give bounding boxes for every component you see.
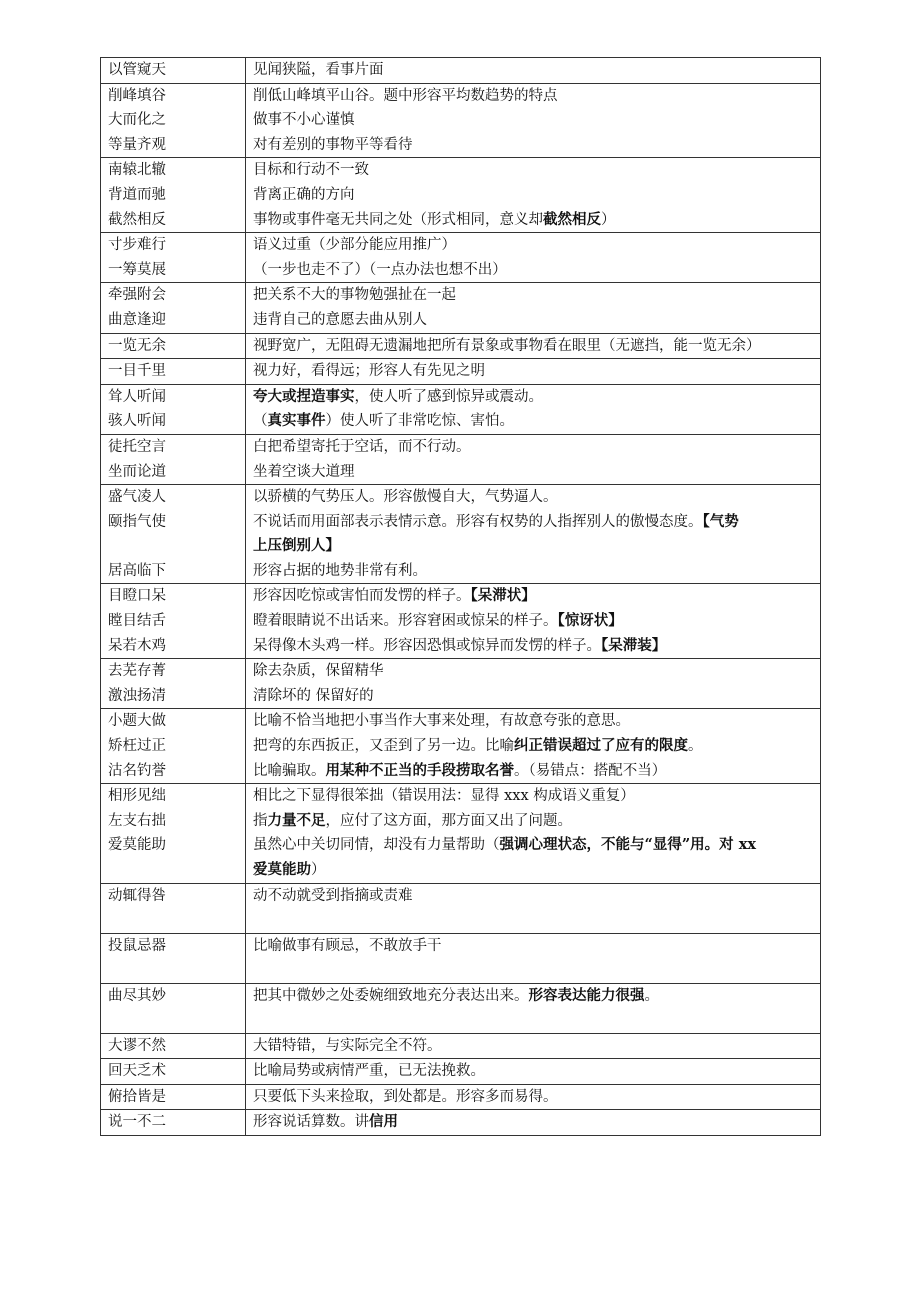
definition-line [253, 584, 813, 609]
idiom-term-cell [101, 709, 246, 784]
definition-line [253, 485, 813, 510]
definition-line [253, 510, 813, 535]
idiom-term: 去芜存菁 [108, 663, 166, 680]
idiom-definition-cell [246, 784, 821, 883]
idiom-term-cell [101, 434, 246, 484]
definition-line [253, 684, 813, 709]
idiom-term-cell [101, 1110, 246, 1136]
idiom-definition-cell [246, 83, 821, 158]
idiom-term: 居高临下 [108, 562, 166, 579]
definition-text: ，使人听了感到惊异或震动。 [354, 388, 543, 405]
definition-line [253, 108, 813, 133]
definition-line [253, 659, 813, 684]
idiom-row [101, 883, 821, 933]
idiom-term: 沽名钓誉 [108, 762, 166, 779]
idiom-term: 背道而驰 [108, 186, 166, 203]
definition-text: 把其中微妙之处委婉细致地充分表达出来。 [253, 987, 529, 1004]
definition-line [253, 460, 813, 485]
idiom-term: 削峰填谷 [108, 87, 166, 104]
idiom-term-cell [101, 1059, 246, 1085]
idiom-row [101, 1033, 821, 1059]
emphasis-text: 【呆滞状】 [470, 587, 536, 605]
idiom-term: 曲尽其妙 [108, 987, 166, 1004]
idiom-definition-cell [246, 434, 821, 484]
definition-line [253, 435, 813, 460]
idiom-term: 目瞪口呆 [108, 588, 166, 605]
definition-text: 把关系不大的事物勉强扯在一起 [253, 287, 456, 304]
definition-text: 。（易错点：搭配不当） [514, 762, 667, 779]
idiom-term: 颐指气使 [108, 513, 166, 530]
definition-text: 做事不小心谨慎 [253, 112, 355, 129]
emphasis-text: 真实事件 [267, 412, 326, 430]
definition-text: 比喻骗取。 [253, 762, 326, 779]
definition-text: 动不动就受到指摘或责难 [253, 887, 413, 904]
emphasis-text: 【气势 [702, 512, 739, 530]
definition-line [253, 734, 813, 759]
emphasis-text: 形容表达能力很强 [528, 986, 645, 1004]
definition-line [253, 534, 813, 559]
idiom-definition-cell [246, 709, 821, 784]
definition-line [253, 934, 813, 959]
definition-line [253, 809, 813, 834]
idiom-row [101, 1059, 821, 1085]
idiom-term: 骇人听闻 [108, 413, 166, 430]
definition-line [253, 858, 813, 883]
idiom-row [101, 659, 821, 709]
idiom-term: 等量齐观 [108, 136, 166, 153]
idiom-term [108, 534, 238, 559]
definition-text: 视力好，看得远；形容人有先见之明 [253, 363, 485, 380]
emphasis-text: 用某种不正当的手段捞取名誉 [325, 761, 514, 779]
definition-line [253, 208, 813, 233]
definition-line [253, 84, 813, 109]
definition-text: 事物或事件毫无共同之处（形式相同，意义却 [253, 211, 543, 228]
idiom-term: 南辕北辙 [108, 162, 166, 179]
idiom-term-cell [101, 883, 246, 933]
idiom-term: 以管窥天 [108, 62, 166, 78]
definition-line [253, 559, 813, 584]
idiom-term: 呆若木鸡 [108, 637, 166, 654]
idiom-term [108, 858, 238, 883]
idiom-term: 动辄得咎 [108, 887, 166, 904]
idiom-term: 回天乏术 [108, 1063, 166, 1080]
emphasis-text: 夸大或捏造事实 [253, 387, 355, 405]
definition-text: 不说话而用面部表示表情示意。形容有权势的人指挥别人的傲慢态度。 [253, 513, 703, 530]
idiom-term-cell [101, 384, 246, 434]
idiom-definition-cell [246, 485, 821, 584]
definition-text: 除去杂质，保留精华 [253, 663, 384, 680]
definition-text: 坐着空谈大道理 [253, 463, 355, 480]
idiom-row [101, 233, 821, 283]
emphasis-text: 【呆滞装】 [601, 636, 667, 654]
definition-text: 以骄横的气势压人。形容傲慢自大，气势逼人。 [253, 489, 558, 506]
idiom-term: 盛气凌人 [108, 489, 166, 506]
idiom-definition-cell [246, 58, 821, 84]
definition-text: 目标和行动不一致 [253, 162, 369, 179]
idiom-term: 激浊扬清 [108, 687, 166, 704]
definition-text: 背离正确的方向 [253, 186, 355, 203]
idiom-term: 相形见绌 [108, 788, 166, 805]
definition-text: 大错特错，与实际完全不符。 [253, 1037, 442, 1054]
idiom-definition-cell [246, 158, 821, 233]
definition-line [253, 709, 813, 734]
idiom-term-cell [101, 158, 246, 233]
definition-text: 把弯的东西扳正，又歪到了另一边。比喻 [253, 738, 514, 755]
idiom-definition-cell [246, 359, 821, 385]
idiom-row [101, 283, 821, 333]
idiom-term: 牵强附会 [108, 287, 166, 304]
emphasis-text: 截然相反 [543, 210, 601, 228]
idiom-row [101, 709, 821, 784]
idiom-row [101, 1084, 821, 1110]
idiom-definition-cell [246, 1110, 821, 1136]
idiom-row [101, 933, 821, 983]
idiom-term-cell [101, 485, 246, 584]
definition-text: ，应付了这方面，那方面又出了问题。 [325, 812, 572, 829]
definition-text: 比喻不恰当地把小事当作大事来处理，有故意夸张的意思。 [253, 713, 630, 730]
definition-text: 比喻做事有顾忌，不敢放手干 [253, 937, 442, 954]
definition-line [253, 784, 813, 809]
idiom-term: 曲意逢迎 [108, 311, 166, 328]
idiom-table-body [101, 58, 821, 1136]
definition-text: 白把希望寄托于空话，而不行动。 [253, 438, 471, 455]
idiom-definition-cell [246, 384, 821, 434]
idiom-term: 徒托空言 [108, 438, 166, 455]
idiom-term-cell [101, 233, 246, 283]
definition-text: 只要低下头来捡取，到处都是。形容多而易得。 [253, 1088, 558, 1105]
definition-text: 语义过重（少部分能应用推广） [253, 237, 456, 254]
idiom-term-cell [101, 659, 246, 709]
definition-line [253, 1059, 813, 1084]
definition-text: 清除坏的 保留好的 [253, 687, 374, 704]
idiom-row [101, 83, 821, 158]
idiom-term: 寸步难行 [108, 237, 166, 254]
emphasis-text: 力量不足 [267, 811, 326, 829]
definition-line [253, 634, 813, 659]
idiom-term-cell [101, 1084, 246, 1110]
idiom-row [101, 1110, 821, 1136]
idiom-term: 投鼠忌器 [108, 937, 166, 954]
definition-text: 形容占据的地势非常有利。 [253, 562, 427, 579]
idiom-term: 说一不二 [108, 1114, 166, 1131]
definition-line [253, 884, 813, 909]
definition-text: 形容说话算数。讲 [253, 1114, 369, 1131]
idiom-definition-cell [246, 883, 821, 933]
definition-line [253, 409, 813, 434]
emphasis-text: 爱莫能助 [253, 861, 311, 878]
idiom-definition-cell [246, 1033, 821, 1059]
idiom-table [100, 57, 821, 1136]
idiom-definition-cell [246, 333, 821, 359]
definition-line [253, 334, 813, 359]
emphasis-text: 信用 [369, 1113, 398, 1131]
idiom-definition-cell [246, 933, 821, 983]
idiom-term: 一筹莫展 [108, 261, 166, 278]
definition-text: 视野宽广，无阻碍无遗漏地把所有景象或事物看在眼里（无遮挡，能一览无余） [253, 337, 761, 354]
definition-line [253, 308, 813, 333]
idiom-term: 耸人听闻 [108, 388, 166, 405]
idiom-definition-cell [246, 233, 821, 283]
definition-text: 。 [688, 738, 703, 755]
idiom-term: 矫枉过正 [108, 738, 166, 755]
definition-text: （ [253, 413, 268, 430]
definition-text: ） [601, 211, 616, 228]
definition-text: 瞪着眼睛说不出话来。形容窘困或惊呆的样子。 [253, 613, 558, 630]
definition-text: 呆得像木头鸡一样。形容因恐惧或惊异而发愣的样子。 [253, 637, 601, 654]
definition-line [253, 609, 813, 634]
definition-text: 。 [644, 987, 659, 1004]
idiom-term-cell [101, 58, 246, 84]
idiom-term-cell [101, 584, 246, 659]
idiom-term: 大谬不然 [108, 1037, 166, 1054]
idiom-term: 一目千里 [108, 363, 166, 380]
definition-text: 对有差别的事物平等看待 [253, 136, 413, 153]
definition-text: 形容因吃惊或害怕而发愣的样子。 [253, 588, 471, 605]
definition-line [253, 984, 813, 1009]
definition-text: ）使人听了非常吃惊、害怕。 [325, 413, 514, 430]
idiom-term-cell [101, 283, 246, 333]
definition-text: （一步也走不了）（一点办法也想不出） [253, 261, 507, 278]
definition-text: 见闻狭隘，看事片面 [253, 62, 384, 78]
definition-line [253, 183, 813, 208]
definition-line [253, 133, 813, 158]
idiom-definition-cell [246, 983, 821, 1033]
idiom-term: 坐而论道 [108, 463, 166, 480]
idiom-term-cell [101, 983, 246, 1033]
definition-text: 比喻局势或病情严重，已无法挽救。 [253, 1063, 485, 1080]
definition-line [253, 833, 813, 858]
emphasis-text: 上压倒别人】 [253, 537, 340, 555]
idiom-row [101, 784, 821, 883]
idiom-term: 截然相反 [108, 211, 166, 228]
idiom-row [101, 983, 821, 1033]
definition-line [253, 58, 813, 83]
idiom-term: 一览无余 [108, 337, 166, 354]
idiom-term: 左支右拙 [108, 812, 166, 829]
idiom-definition-cell [246, 283, 821, 333]
idiom-term-cell [101, 1033, 246, 1059]
definition-line [253, 283, 813, 308]
definition-line [253, 233, 813, 258]
idiom-definition-cell [246, 659, 821, 709]
idiom-term-cell [101, 83, 246, 158]
idiom-row [101, 584, 821, 659]
definition-line [253, 258, 813, 283]
definition-line [253, 359, 813, 384]
idiom-row [101, 384, 821, 434]
idiom-definition-cell [246, 1059, 821, 1085]
definition-line [253, 385, 813, 410]
idiom-row [101, 58, 821, 84]
definition-line [253, 1034, 813, 1059]
definition-text: ） [311, 862, 326, 878]
idiom-term: 瞠目结舌 [108, 613, 166, 630]
definition-text: 虽然心中关切同情，却没有力量帮助（ [253, 837, 500, 854]
definition-text: 违背自己的意愿去曲从别人 [253, 311, 427, 328]
idiom-row [101, 485, 821, 584]
idiom-term-cell [101, 333, 246, 359]
emphasis-text: 纠正错误超过了应有的限度 [514, 737, 688, 755]
idiom-term: 爱莫能助 [108, 837, 166, 854]
definition-text: 指 [253, 812, 268, 829]
idiom-term-cell [101, 359, 246, 385]
idiom-row [101, 434, 821, 484]
idiom-row [101, 333, 821, 359]
idiom-term: 俯拾皆是 [108, 1088, 166, 1105]
idiom-term: 大而化之 [108, 112, 166, 129]
idiom-row [101, 158, 821, 233]
idiom-row [101, 359, 821, 385]
idiom-definition-cell [246, 1084, 821, 1110]
idiom-term: 小题大做 [108, 713, 166, 730]
definition-line [253, 158, 813, 183]
definition-line [253, 1085, 813, 1110]
idiom-term-cell [101, 784, 246, 883]
idiom-definition-cell [246, 584, 821, 659]
emphasis-text: 【惊讶状】 [557, 612, 623, 630]
emphasis-text: 强调心理状态，不能与“显得”用。对 xx [499, 836, 757, 854]
idiom-term-cell [101, 933, 246, 983]
definition-line [253, 759, 813, 784]
definition-text: 削低山峰填平山谷。题中形容平均数趋势的特点 [253, 87, 558, 104]
definition-line [253, 1110, 813, 1135]
definition-text: 相比之下显得很笨拙（错误用法：显得 xxx 构成语义重复） [253, 788, 635, 805]
